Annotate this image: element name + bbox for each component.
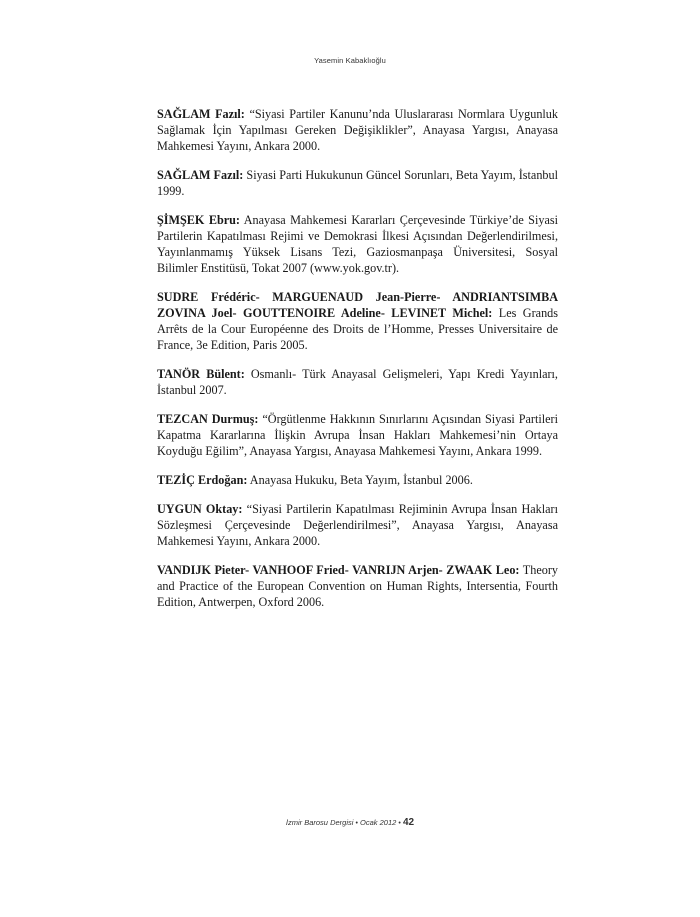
journal-name: İzmir Barosu Dergisi [285, 818, 354, 827]
footer-separator: • [398, 820, 401, 827]
reference-text: Anayasa Hukuku, Beta Yayım, İstanbul 2006. [247, 473, 473, 487]
footer-separator: • [355, 820, 358, 827]
reference-author: TANÖR Bülent: [157, 367, 245, 381]
reference-entry [157, 366, 558, 398]
reference-text: “Siyasi Partiler Kanunu’nda Uluslararası Normlara Uygunluk Sağlamak İçin Yapılması Gereken Değişiklikler”, Anayasa Yargısı, Anayasa Mahkemesi Yayını, Ankara 2000. [157, 107, 558, 153]
reference-author: TEZİÇ Erdoğan: [157, 473, 248, 487]
reference-author: SAĞLAM Fazıl: [157, 168, 244, 182]
reference-author: ŞİMŞEK Ebru: [157, 213, 240, 227]
reference-text: “Siyasi Partilerin Kapatılması Rejiminin Avrupa İnsan Hakları Sözleşmesi Çerçevesinde Değerlendirilmesi”, Anayasa Yargısı, Anayasa Mahkemesi Yayını, Ankara 2000. [157, 502, 558, 548]
page-footer [0, 817, 700, 828]
reference-entry [157, 167, 558, 199]
reference-author: VANDIJK Pieter- VANHOOF Fried- VANRIJN Arjen- ZWAAK Leo: [157, 563, 520, 577]
reference-text: “Örgütlenme Hakkının Sınırlarını Açısından Siyasi Partileri Kapatma Kararlarına İlişkin Avrupa İnsan Hakları Mahkemesi’nin Ortaya Koyduğu Eğilim”, Anayasa Yargısı, Anayasa Mahkemesi Yayını, Ankara 1999. [157, 412, 559, 458]
reference-entry [157, 501, 558, 549]
reference-text: Siyasi Parti Hukukunun Güncel Sorunları, Beta Yayım, İstanbul 1999. [157, 168, 558, 198]
reference-author: SUDRE Frédéric- MARGUENAUD Jean-Pierre- ANDRIANTSIMBA ZOVINA Joel- GOUTTENOIRE Adeline- LEVINET Michel: [157, 290, 558, 320]
reference-text: Anayasa Mahkemesi Kararları Çerçevesinde Türkiye’de Siyasi Partilerin Kapatılması Rejimi ve Demokrasi İlkesi Açısından Değerlendirilmesi, Yayınlanmamış Yüksek Lisans Tezi, Gaziosmanpaşa Üniversitesi, Sosyal Bilimler Enstitüsü, Tokat 2007 (www.yok.gov.tr). [157, 213, 558, 275]
reference-text: Osmanlı- Türk Anayasal Gelişmeleri, Yapı Kredi Yayınları, İstanbul 2007. [157, 367, 558, 397]
reference-entry [157, 289, 558, 353]
reference-entry [157, 472, 558, 488]
page-number: 42 [402, 817, 415, 828]
reference-entry [157, 562, 558, 610]
reference-entry [157, 411, 558, 459]
reference-list [157, 106, 558, 623]
reference-text: Les Grands Arrêts de la Cour Européenne des Droits de l’Homme, Presses Universitaire de France, 3e Edition, Paris 2005. [157, 306, 558, 352]
reference-entry [157, 212, 558, 276]
reference-author: TEZCAN Durmuş: [157, 412, 259, 426]
reference-entry [157, 106, 558, 154]
reference-author: UYGUN Oktay: [157, 502, 243, 516]
reference-text: Theory and Practice of the European Convention on Human Rights, Intersentia, Fourth Edition, Antwerpen, Oxford 2006. [157, 563, 558, 609]
running-header: Yasemin Kabaklıoğlu [314, 56, 386, 65]
reference-author: SAĞLAM Fazıl: [157, 107, 245, 121]
issue-date: Ocak 2012 [360, 818, 397, 827]
